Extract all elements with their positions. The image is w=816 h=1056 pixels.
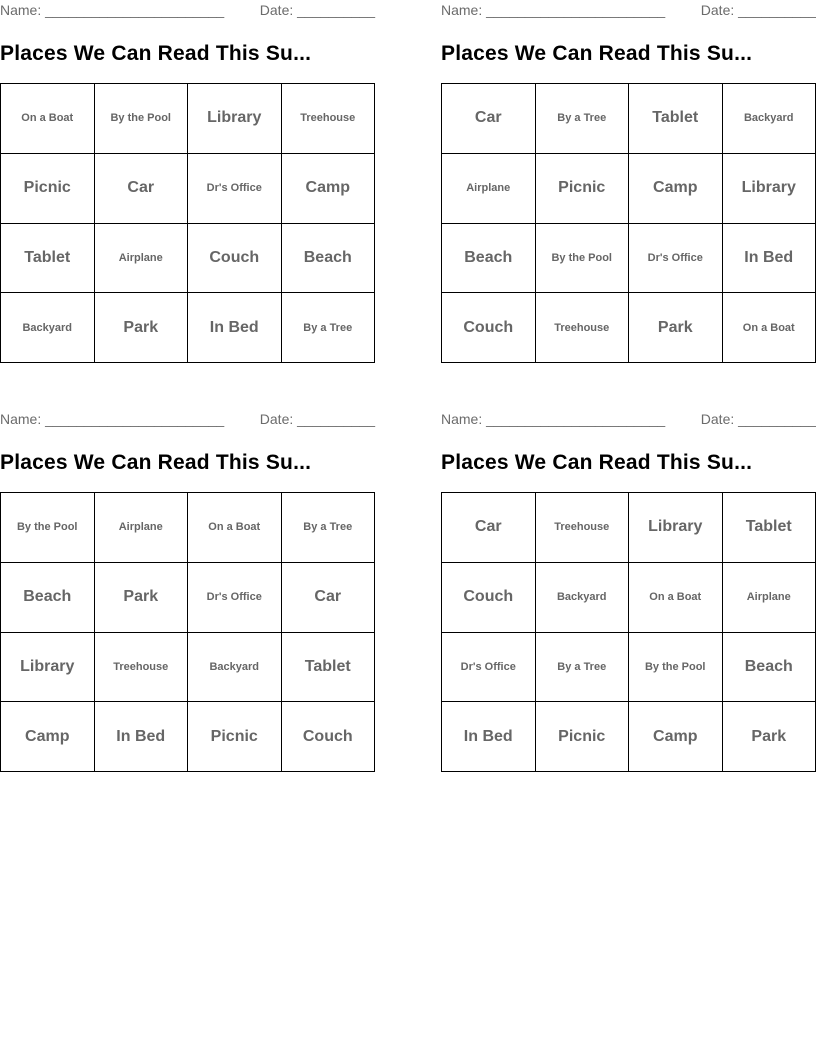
- bingo-cell[interactable]: In Bed: [723, 224, 816, 294]
- bingo-cell[interactable]: Camp: [1, 702, 95, 772]
- card-title: Places We Can Read This Su...: [0, 42, 312, 65]
- bingo-cell[interactable]: Camp: [282, 154, 376, 224]
- bingo-cell[interactable]: Tablet: [1, 224, 95, 294]
- bingo-cell[interactable]: Picnic: [536, 702, 630, 772]
- bingo-cell[interactable]: Beach: [442, 224, 536, 294]
- bingo-grid: [441, 83, 816, 363]
- bingo-cell[interactable]: In Bed: [95, 702, 189, 772]
- bingo-cell[interactable]: Car: [95, 154, 189, 224]
- bingo-cell[interactable]: By the Pool: [536, 224, 630, 294]
- bingo-cell[interactable]: Tablet: [282, 633, 376, 703]
- bingo-cell[interactable]: Library: [188, 84, 282, 154]
- bingo-cell[interactable]: Treehouse: [95, 633, 189, 703]
- bingo-cell[interactable]: Picnic: [188, 702, 282, 772]
- bingo-cell[interactable]: Park: [629, 293, 723, 363]
- bingo-cell[interactable]: Dr's Office: [442, 633, 536, 703]
- name-field[interactable]: Name: _______________________: [441, 2, 666, 18]
- bingo-cell[interactable]: Car: [442, 493, 536, 563]
- bingo-cell[interactable]: Treehouse: [536, 493, 630, 563]
- bingo-cell[interactable]: On a Boat: [723, 293, 816, 363]
- date-field[interactable]: Date: __________: [700, 2, 816, 18]
- bingo-cell[interactable]: Park: [95, 563, 189, 633]
- bingo-cell[interactable]: Airplane: [442, 154, 536, 224]
- bingo-cell[interactable]: In Bed: [442, 702, 536, 772]
- bingo-cell[interactable]: By a Tree: [536, 633, 630, 703]
- bingo-cell[interactable]: Couch: [442, 563, 536, 633]
- bingo-cell[interactable]: Couch: [442, 293, 536, 363]
- bingo-cell[interactable]: Backyard: [188, 633, 282, 703]
- bingo-cell[interactable]: Beach: [723, 633, 816, 703]
- bingo-cell[interactable]: Dr's Office: [188, 563, 282, 633]
- card-header: [441, 409, 816, 431]
- bingo-cell[interactable]: Backyard: [723, 84, 816, 154]
- bingo-cell[interactable]: By the Pool: [629, 633, 723, 703]
- bingo-cell[interactable]: Library: [723, 154, 816, 224]
- bingo-cell[interactable]: Park: [723, 702, 816, 772]
- card-title: Places We Can Read This Su...: [0, 451, 312, 474]
- bingo-cell[interactable]: Library: [629, 493, 723, 563]
- bingo-grid: [0, 83, 375, 363]
- card-header: [0, 0, 375, 22]
- bingo-cell[interactable]: Beach: [282, 224, 376, 294]
- card-title: Places We Can Read This Su...: [441, 451, 753, 474]
- bingo-grid: [0, 492, 375, 772]
- name-field[interactable]: Name: _______________________: [0, 2, 225, 18]
- date-field[interactable]: Date: __________: [259, 2, 375, 18]
- bingo-cell[interactable]: Couch: [282, 702, 376, 772]
- bingo-cell[interactable]: Camp: [629, 702, 723, 772]
- bingo-cell[interactable]: Car: [442, 84, 536, 154]
- bingo-cell[interactable]: Park: [95, 293, 189, 363]
- bingo-cell[interactable]: Dr's Office: [188, 154, 282, 224]
- bingo-cell[interactable]: By the Pool: [1, 493, 95, 563]
- bingo-cell[interactable]: By a Tree: [536, 84, 630, 154]
- name-field[interactable]: Name: _______________________: [0, 411, 225, 427]
- bingo-cell[interactable]: On a Boat: [188, 493, 282, 563]
- date-field[interactable]: Date: __________: [259, 411, 375, 427]
- bingo-cell[interactable]: By the Pool: [95, 84, 189, 154]
- bingo-cell[interactable]: Tablet: [629, 84, 723, 154]
- bingo-cell[interactable]: Car: [282, 563, 376, 633]
- bingo-cell[interactable]: Treehouse: [536, 293, 630, 363]
- bingo-cell[interactable]: Tablet: [723, 493, 816, 563]
- bingo-cell[interactable]: Picnic: [1, 154, 95, 224]
- bingo-cell[interactable]: Airplane: [723, 563, 816, 633]
- bingo-grid: [441, 492, 816, 772]
- bingo-cell[interactable]: Backyard: [536, 563, 630, 633]
- bingo-card-3: [0, 409, 375, 745]
- name-field[interactable]: Name: _______________________: [441, 411, 666, 427]
- bingo-cell[interactable]: By a Tree: [282, 293, 376, 363]
- card-title: Places We Can Read This Su...: [441, 42, 753, 65]
- bingo-cell[interactable]: Airplane: [95, 493, 189, 563]
- bingo-cell[interactable]: Dr's Office: [629, 224, 723, 294]
- bingo-card-4: [441, 409, 816, 745]
- date-field[interactable]: Date: __________: [700, 411, 816, 427]
- bingo-cell[interactable]: On a Boat: [629, 563, 723, 633]
- bingo-cell[interactable]: Backyard: [1, 293, 95, 363]
- bingo-cell[interactable]: Beach: [1, 563, 95, 633]
- bingo-card-1: [0, 0, 375, 336]
- bingo-cell[interactable]: Camp: [629, 154, 723, 224]
- bingo-cell[interactable]: In Bed: [188, 293, 282, 363]
- bingo-card-2: [441, 0, 816, 336]
- bingo-cell[interactable]: Airplane: [95, 224, 189, 294]
- bingo-cell[interactable]: Treehouse: [282, 84, 376, 154]
- bingo-cell[interactable]: By a Tree: [282, 493, 376, 563]
- card-header: [0, 409, 375, 431]
- bingo-cell[interactable]: On a Boat: [1, 84, 95, 154]
- bingo-cell[interactable]: Library: [1, 633, 95, 703]
- bingo-cell[interactable]: Picnic: [536, 154, 630, 224]
- bingo-cell[interactable]: Couch: [188, 224, 282, 294]
- card-header: [441, 0, 816, 22]
